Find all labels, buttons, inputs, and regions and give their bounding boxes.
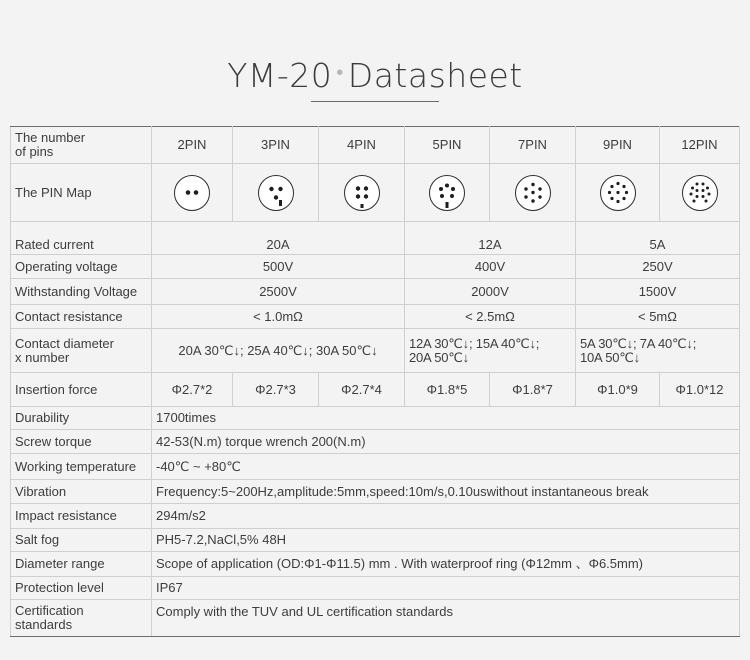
pin-map-7-icon [515,175,551,211]
pin-count-2: 2PIN [152,127,233,164]
value-cell: 5A 30℃↓; 7A 40℃↓; 10A 50℃↓ [576,329,740,373]
value-cell: 294m/s2 [152,504,740,529]
pin-count-7: 7PIN [490,127,576,164]
pin-map-5-icon [429,175,465,211]
title-sub: Datasheet [347,56,523,95]
row-label: The number of pins [11,127,152,164]
value-cell: -40℃ ~ +80℃ [152,454,740,480]
pin-map-9-icon [600,175,636,211]
row-screw-torque [11,430,740,454]
row-label: Impact resistance [11,504,152,529]
value-cell: 2000V [405,279,576,305]
row-number-of-pins [11,127,740,164]
value-cell: 20A 30℃↓; 25A 40℃↓; 30A 50℃↓ [152,329,405,373]
row-label: Withstanding Voltage [11,279,152,305]
value-cell: 400V [405,255,576,279]
value-cell: 5A [576,222,740,255]
pin-count-3: 3PIN [233,127,319,164]
row-pin-map [11,164,740,222]
pin-map-4-icon [344,175,380,211]
row-working-temperature [11,454,740,480]
row-label: Vibration [11,480,152,504]
row-label: Insertion force [11,373,152,407]
value-cell: 1700times [152,407,740,430]
row-operating-voltage [11,255,740,279]
value-cell: Φ1.0*12 [660,373,740,407]
row-contact-resistance [11,305,740,329]
row-label: Durability [11,407,152,430]
value-cell: 20A [152,222,405,255]
value-cell: Φ1.8*5 [405,373,490,407]
row-label: Operating voltage [11,255,152,279]
row-label: Contact diameter x number [11,329,152,373]
pin-map-12-icon [682,175,718,211]
value-cell: < 1.0mΩ [152,305,405,329]
title-block [0,56,750,95]
value-cell: 500V [152,255,405,279]
pin-map-2-icon [174,175,210,211]
value-cell: Φ1.8*7 [490,373,576,407]
row-diameter-range [11,552,740,577]
row-label: Working temperature [11,454,152,480]
row-salt-fog [11,529,740,552]
page-title [227,56,523,95]
row-label: Protection level [11,577,152,600]
value-cell: Φ2.7*4 [319,373,405,407]
row-contact-diameter [11,329,740,373]
value-cell: IP67 [152,577,740,600]
pin-count-9: 9PIN [576,127,660,164]
pin-count-4: 4PIN [319,127,405,164]
value-cell: Φ2.7*2 [152,373,233,407]
row-label: Certification standards [11,600,152,637]
value-cell: Φ1.0*9 [576,373,660,407]
row-vibration [11,480,740,504]
value-cell: 42-53(N.m) torque wrench 200(N.m) [152,430,740,454]
value-cell: Φ2.7*3 [233,373,319,407]
value-cell: Scope of application (OD:Φ1-Φ11.5) mm . With waterproof ring (Φ12mm 、Φ6.5mm) [152,552,740,577]
value-cell: 2500V [152,279,405,305]
row-durability [11,407,740,430]
value-cell: Frequency:5~200Hz,amplitude:5mm,speed:10m/s,0.10uswithout instantaneous break [152,480,740,504]
title-separator: • [336,60,344,84]
row-label: The PIN Map [11,164,152,222]
value-cell: 1500V [576,279,740,305]
pin-count-12: 12PIN [660,127,740,164]
row-withstanding-voltage [11,279,740,305]
row-rated-current [11,222,740,255]
value-cell: PH5-7.2,NaCl,5% 48H [152,529,740,552]
value-cell: < 5mΩ [576,305,740,329]
value-cell: 12A 30℃↓; 15A 40℃↓; 20A 50℃↓ [405,329,576,373]
value-cell: 12A [405,222,576,255]
pin-count-5: 5PIN [405,127,490,164]
datasheet-table [10,126,740,637]
title-model: YM-20 [227,56,333,95]
value-cell: < 2.5mΩ [405,305,576,329]
row-label: Diameter range [11,552,152,577]
pin-map-3-icon [258,175,294,211]
value-cell: 250V [576,255,740,279]
value-cell: Comply with the TUV and UL certification standards [152,600,740,637]
row-certification [11,600,740,637]
title-underline [311,101,439,102]
row-protection-level [11,577,740,600]
row-insertion-force [11,373,740,407]
row-label: Screw torque [11,430,152,454]
row-label: Salt fog [11,529,152,552]
row-label: Rated current [11,222,152,255]
row-impact-resistance [11,504,740,529]
row-label: Contact resistance [11,305,152,329]
